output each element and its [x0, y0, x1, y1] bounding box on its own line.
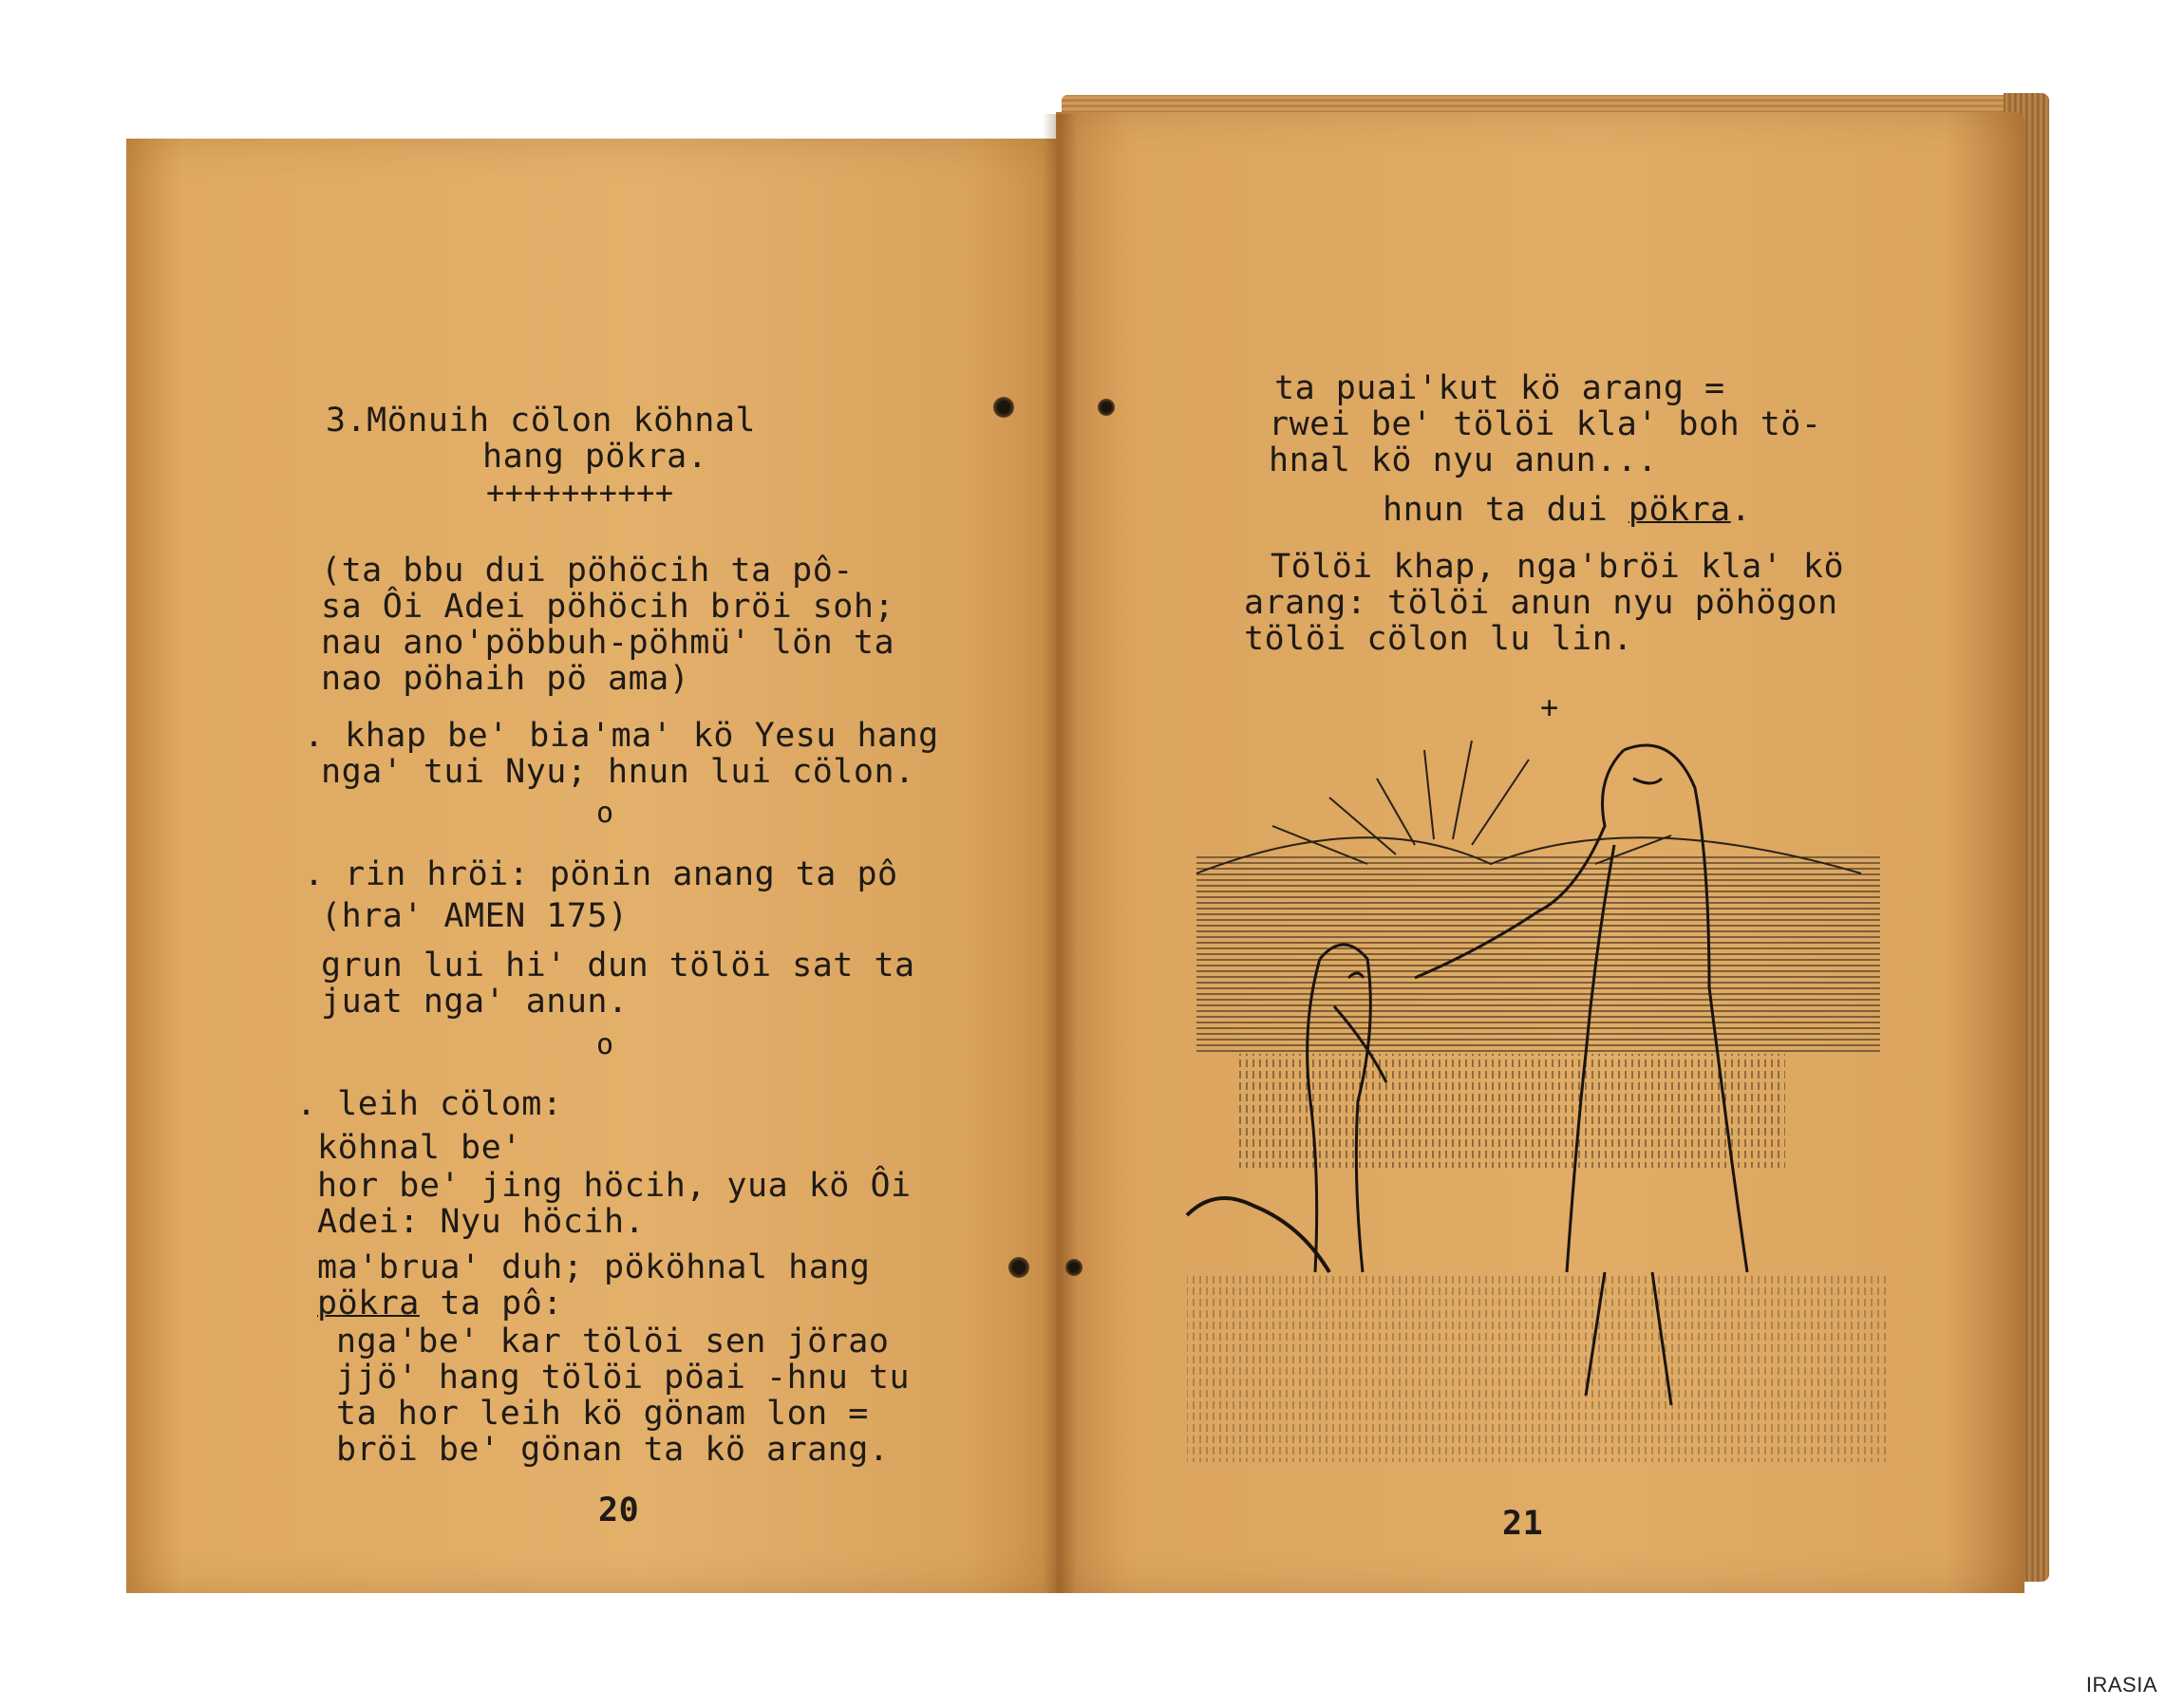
item-2-line: juat nga' anun. [321, 983, 629, 1021]
right-line: rwei be' tölöi kla' boh tö- [1269, 405, 1822, 443]
item-3-line: hor be' jing höcih, yua kö Ôi [317, 1167, 912, 1205]
item-3-line: ma'brua' duh; pököhnal hang [317, 1248, 871, 1286]
right-paragraph-line: arang: tölöi anun nyu pöhögon [1244, 584, 1838, 622]
staple-hole-left-bottom [1008, 1257, 1029, 1278]
rock-shape [1187, 1198, 1329, 1272]
item-3-indented-line: jjö' hang tölöi pöai -hnu tu [336, 1359, 911, 1397]
page-number-left: 20 [598, 1491, 640, 1529]
separator-1: o [596, 797, 614, 830]
heading-rule: ++++++++++ [486, 475, 674, 511]
item-3-indented-line: ta hor leih kö gönam lon = [336, 1395, 869, 1433]
intro-line: (ta bbu dui pöhöcih ta pô- [321, 552, 854, 590]
right-paragraph-line: Tölöi khap, nga'bröi kla' kö [1271, 548, 1845, 586]
right-centered-line [1383, 492, 1751, 528]
foreground-hatching [1187, 1272, 1890, 1462]
item-2-line: . rin hröi: pönin anang ta pô [304, 855, 898, 893]
hatched-ground [1234, 1054, 1785, 1168]
page-number-right: 21 [1502, 1505, 1544, 1543]
staple-hole-right-top [1098, 399, 1115, 416]
item-2-reference: (hra' AMEN 175) [321, 897, 629, 935]
watermark: IRASIA [2085, 1673, 2157, 1697]
item-3-line [317, 1285, 563, 1322]
cross-mark: + [1540, 689, 1559, 725]
right-line: hnal kö nyu anun... [1269, 441, 1658, 479]
section-heading-line2: hang pökra. [482, 438, 708, 476]
sun-rays [1272, 741, 1671, 864]
underlined-word: pökra [317, 1285, 420, 1322]
staple-hole-left-top [993, 397, 1014, 418]
item-3-indented-line: bröi be' gönan ta kö arang. [336, 1431, 890, 1469]
staple-hole-right-bottom [1065, 1259, 1083, 1276]
item-3-line: . leih cölom: [296, 1085, 563, 1123]
right-paragraph-line: tölöi cölon lu lin. [1244, 620, 1633, 658]
item-3-line-rest: ta pô: [419, 1285, 563, 1322]
item-2-line: grun lui hi' dun tölöi sat ta [321, 947, 915, 985]
intro-line: nao pöhaih pö ama) [321, 660, 690, 698]
item-3-line: Adei: Nyu höcih. [317, 1203, 646, 1241]
right-line: ta puai'kut kö arang = [1274, 369, 1725, 407]
binding-gutter [1043, 114, 1077, 1593]
item-1-line: nga' tui Nyu; hnun lui cölon. [321, 753, 915, 791]
section-heading-line1: 3.Mönuih cölon köhnal [326, 402, 757, 440]
item-3-line: köhnal be' [317, 1129, 522, 1167]
separator-2: o [596, 1028, 614, 1061]
underlined-word: pökra [1628, 491, 1731, 529]
item-3-indented-line: nga'be' kar tölöi sen jörao [336, 1322, 890, 1360]
centered-suffix: . [1730, 491, 1752, 529]
intro-line: sa Ôi Adei pöhöcih bröi soh; [321, 588, 895, 626]
intro-line: nau ano'pöbbuh-pöhmü' lön ta [321, 624, 895, 662]
centered-prefix: hnun ta dui [1383, 491, 1629, 529]
figures-illustration [1177, 741, 1909, 1519]
hatched-landscape [1196, 854, 1880, 1054]
item-1-line: . khap be' bia'ma' kö Yesu hang [304, 717, 939, 755]
